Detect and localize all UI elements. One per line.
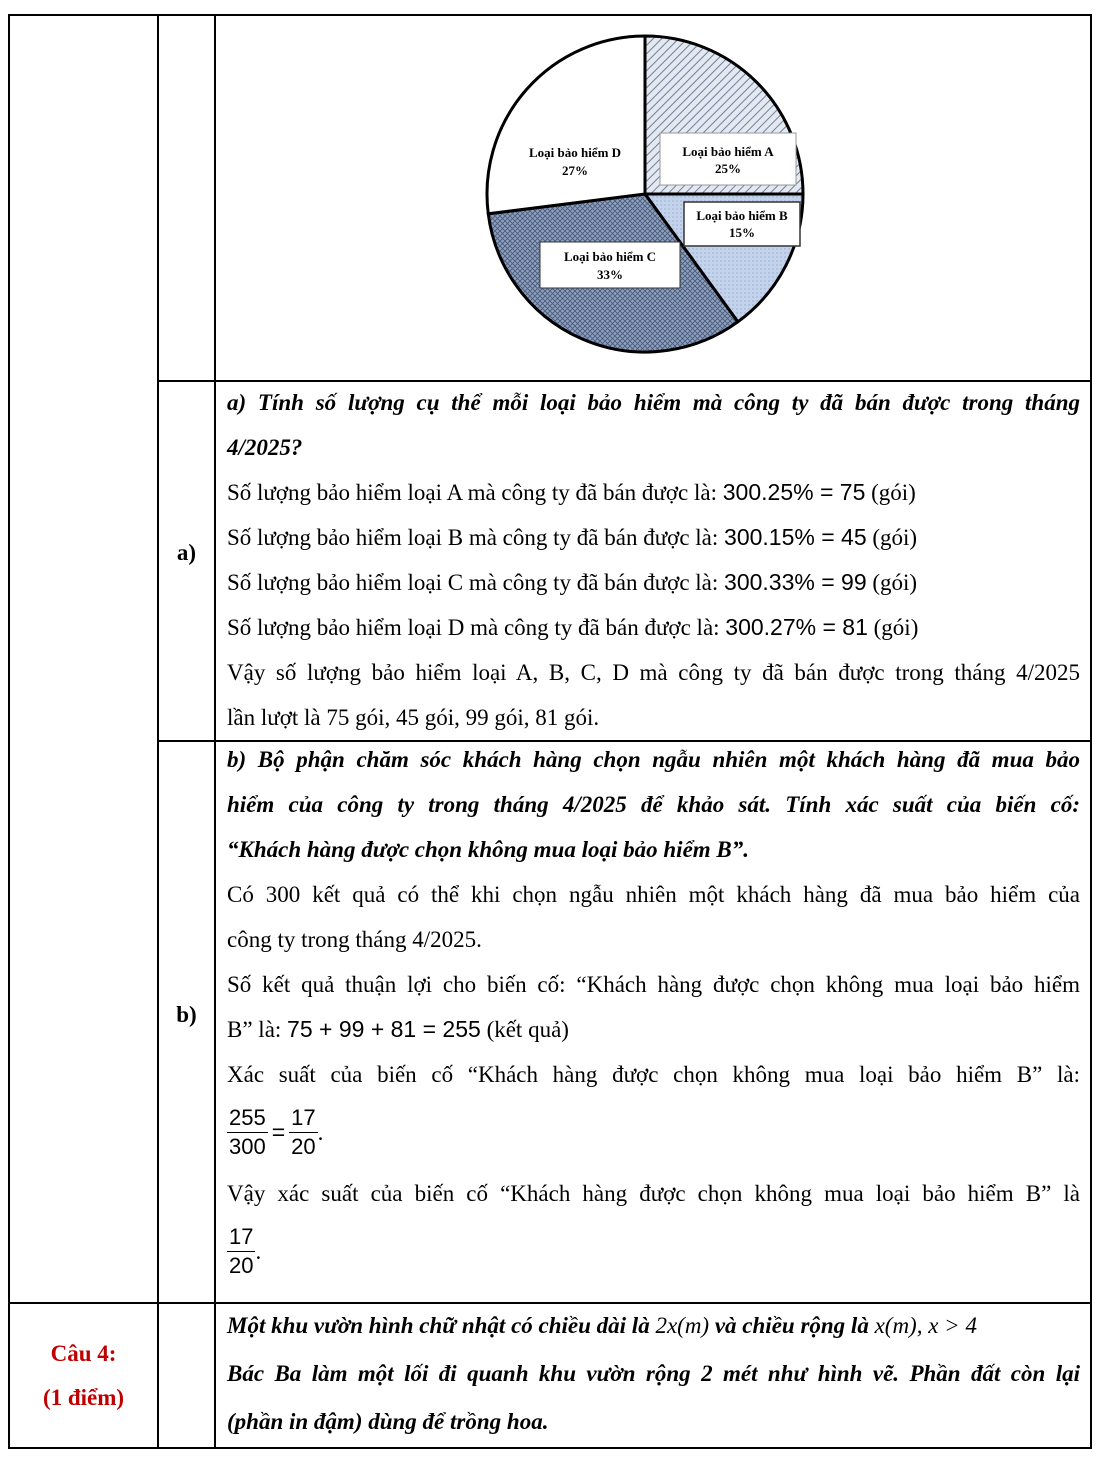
table-border-left [8, 14, 10, 1449]
question-4-line3: (phần in đậm) dùng để trồng hoa. [227, 1409, 549, 1434]
q4-text1: Một khu vườn hình chữ nhật có chiều dài là [227, 1313, 650, 1338]
line-text: Số lượng bảo hiểm loại C mà công ty đã bán được là: [227, 570, 719, 595]
column-divider-2 [214, 14, 216, 1449]
line-expr: 300.33% = 99 [724, 569, 867, 595]
column-divider-1 [157, 14, 159, 1449]
question-4-label [10, 1332, 157, 1420]
slice-label-box-a [660, 133, 796, 185]
frac-numerator: 17 [227, 1223, 255, 1252]
line-unit: (gói) [871, 480, 916, 505]
p2-unit: (kết quả) [486, 1017, 569, 1042]
frac-denominator: 20 [291, 1133, 316, 1159]
slice-value-d: 27% [562, 163, 588, 178]
part-b-content [227, 737, 1080, 1286]
question-4-points: (1 điểm) [42, 1385, 125, 1410]
line-text: Số lượng bảo hiểm loại B mà công ty đã bán được là: [227, 525, 719, 550]
slice-name-a: Loại bảo hiểm A [682, 144, 774, 159]
line-expr: 300.25% = 75 [722, 479, 866, 505]
fraction-255-300 [227, 1104, 268, 1161]
p2-text: B” là: [227, 1017, 282, 1042]
part-a-conclusion-line1: Vậy số lượng bảo hiểm loại A, B, C, D mà công ty đã bán được trong tháng 4/2025 [227, 660, 1080, 685]
part-a-line-a [227, 470, 1080, 515]
part-a-conclusion-line2: lần lượt là 75 gói, 45 gói, 99 gói, 81 gói. [227, 705, 600, 730]
equals-sign: = [271, 1118, 286, 1145]
part-a-content [227, 380, 1080, 740]
q4-expr2: x(m), x > 4 [874, 1313, 977, 1338]
part-b-p2-line2 [227, 1007, 1080, 1052]
frac-numerator: 17 [289, 1104, 317, 1133]
part-b-question-line3: “Khách hàng được chọn không mua loại bảo hiểm B”. [227, 837, 750, 862]
slice-name-b: Loại bảo hiểm B [696, 208, 788, 223]
slice-name-d: Loại bảo hiểm D [528, 145, 622, 160]
q4-expr1: 2x(m) [655, 1313, 710, 1338]
pie-chart [480, 16, 820, 378]
part-b-label: b) [176, 1002, 197, 1027]
part-a-line-b [227, 515, 1080, 560]
table-border-bottom [8, 1447, 1092, 1449]
part-b-p4-line1: Vậy xác suất của biến cố “Khách hàng được chọn không mua loại bảo hiểm B” là [227, 1181, 1080, 1206]
period: . [317, 1119, 324, 1145]
line-unit: (gói) [872, 525, 918, 550]
slice-value-a: 25% [715, 161, 741, 176]
line-text: Số lượng bảo hiểm loại A mà công ty đã bán được là: [227, 480, 718, 505]
part-b-p1-line2: công ty trong tháng 4/2025. [227, 927, 482, 952]
part-a-question-line2: 4/2025? [227, 435, 303, 460]
frac-numerator: 255 [227, 1104, 268, 1133]
part-a-line-c [227, 560, 1080, 605]
slice-value-c: 33% [597, 267, 623, 282]
part-b-p1-line1: Có 300 kết quả có thể khi chọn ngẫu nhiên một khách hàng đã mua bảo hiểm của [227, 882, 1080, 907]
frac-denominator: 20 [229, 1252, 254, 1278]
line-text: Số lượng bảo hiểm loại D mà công ty đã bán được là: [227, 615, 720, 640]
part-b-p3-line1: Xác suất của biến cố “Khách hàng được chọn không mua loại bảo hiểm B” là: [227, 1062, 1080, 1087]
part-b-question-line2: hiểm của công ty trong tháng 4/2025 để khảo sát. Tính xác suất của biến cố: [227, 792, 1080, 817]
part-a-question-line1: a) Tính số lượng cụ thể mỗi loại bảo hiểm mà công ty đã bán được trong tháng [227, 390, 1080, 415]
p2-expr: 75 + 99 + 81 = 255 [287, 1016, 481, 1042]
probability-final-fraction [227, 1216, 1080, 1286]
slice-name-c: Loại bảo hiểm C [563, 249, 657, 264]
slice-value-b: 15% [729, 225, 755, 240]
line-unit: (gói) [872, 570, 918, 595]
part-a-label: a) [176, 540, 197, 565]
fraction-17-20 [289, 1104, 317, 1161]
line-expr: 300.15% = 45 [724, 524, 867, 550]
part-a-line-d [227, 605, 1080, 650]
q4-text2: và chiều rộng là [714, 1313, 869, 1338]
fraction-17-20-final [227, 1223, 255, 1280]
line-unit: (gói) [873, 615, 919, 640]
part-b-question-line1: b) Bộ phận chăm sóc khách hàng chọn ngẫu nhiên một khách hàng đã mua bảo [227, 747, 1080, 772]
question-4-title: Câu 4: [50, 1341, 117, 1366]
frac-denominator: 300 [229, 1133, 266, 1159]
part-b-p2-line1: Số kết quả thuận lợi cho biến cố: “Khách hàng được chọn không mua loại bảo hiểm [227, 972, 1080, 997]
period: . [255, 1238, 262, 1264]
question-4-line1 [227, 1302, 1080, 1350]
probability-fraction-equation [227, 1097, 1080, 1167]
question-4-content [227, 1302, 1080, 1446]
table-border-right [1090, 14, 1092, 1449]
question-4-line2: Bác Ba làm một lối đi quanh khu vườn rộng 2 mét như hình vẽ. Phần đất còn lại [227, 1361, 1080, 1386]
line-expr: 300.27% = 81 [725, 614, 868, 640]
